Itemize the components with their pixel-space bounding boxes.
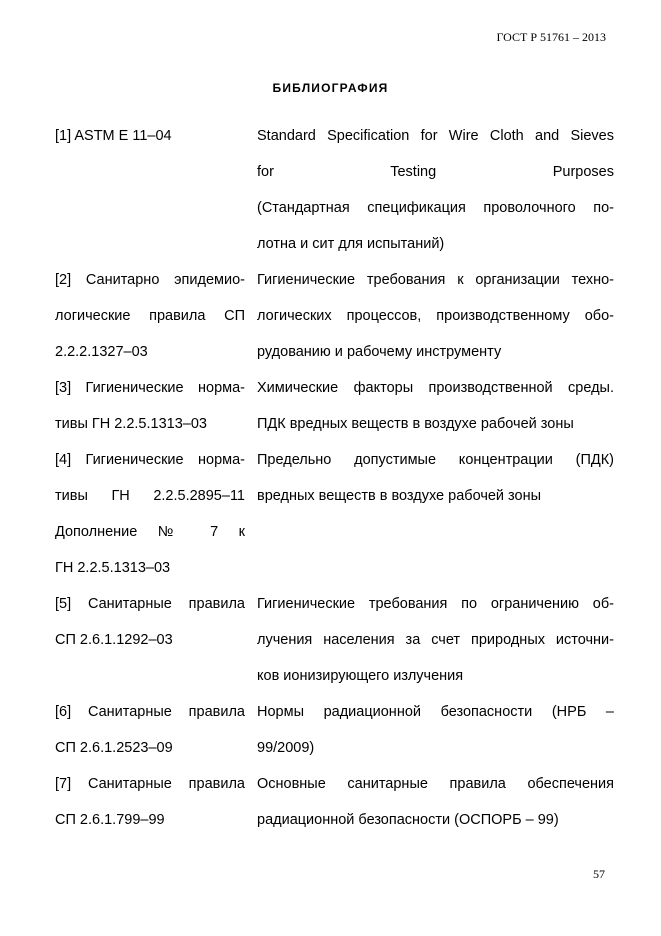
entry-description xyxy=(257,118,614,262)
description-line: лотна и сит для испытаний) xyxy=(257,236,445,252)
reference-line: [4] Гигиенические норма- xyxy=(55,452,245,468)
description-line: вредных веществ в воздухе рабочей зоны xyxy=(257,488,542,504)
reference-line: ГН 2.2.5.1313–03 xyxy=(55,560,171,576)
bibliography-entry xyxy=(55,262,614,370)
page-number: 57 xyxy=(593,867,605,881)
entry-description xyxy=(257,586,614,694)
entry-reference xyxy=(55,586,245,694)
reference-line: СП 2.6.1.2523–09 xyxy=(55,740,173,756)
description-line: Предельно допустимые концентрации (ПДК) xyxy=(257,452,614,468)
reference-line: 2.2.2.1327–03 xyxy=(55,344,148,360)
description-line: Гигиенические требования к организации техно- xyxy=(257,272,614,288)
description-line: (Стандартная спецификация проволочного по- xyxy=(257,200,614,216)
description-line: ков ионизирующего излучения xyxy=(257,668,464,684)
reference-line: [1] ASTM E 11–04 xyxy=(55,128,172,144)
entry-description xyxy=(257,442,614,586)
reference-line: тивы ГН 2.2.5.2895–11 xyxy=(55,488,245,504)
description-line: Химические факторы производственной среды. xyxy=(257,380,614,396)
entry-description xyxy=(257,766,614,838)
bibliography-entry xyxy=(55,118,614,262)
reference-line: [7] Санитарные правила xyxy=(55,776,245,792)
entry-reference xyxy=(55,694,245,766)
description-line: for Testing Purposes xyxy=(257,164,614,180)
description-line: Гигиенические требования по ограничению об- xyxy=(257,596,614,612)
entry-reference xyxy=(55,766,245,838)
bibliography-entry xyxy=(55,694,614,766)
description-line: логических процессов, производственному обо- xyxy=(257,308,614,324)
reference-line: Дополнение № 7 к xyxy=(55,524,245,540)
description-line: Основные санитарные правила обеспечения xyxy=(257,776,614,792)
reference-line: [2] Санитарно эпидемио- xyxy=(55,272,245,288)
reference-line: тивы ГН 2.2.5.1313–03 xyxy=(55,416,207,432)
description-line: Standard Specification for Wire Cloth and Sieves xyxy=(257,128,614,144)
description-line: радиационной безопасности (ОСПОРБ – 99) xyxy=(257,812,559,828)
description-line: лучения населения за счет природных источни- xyxy=(257,632,614,648)
reference-line: [3] Гигиенические норма- xyxy=(55,380,245,396)
entry-reference xyxy=(55,442,245,586)
bibliography-list xyxy=(55,118,614,838)
bibliography-entry xyxy=(55,586,614,694)
entry-description xyxy=(257,262,614,370)
reference-line: СП 2.6.1.1292–03 xyxy=(55,632,173,648)
document-header: ГОСТ Р 51761 – 2013 xyxy=(496,30,606,44)
entry-reference xyxy=(55,370,245,442)
entry-reference xyxy=(55,262,245,370)
entry-description xyxy=(257,694,614,766)
reference-line: СП 2.6.1.799–99 xyxy=(55,812,165,828)
entry-reference xyxy=(55,118,245,262)
description-line: Нормы радиационной безопасности (НРБ – xyxy=(257,704,614,720)
description-line: рудованию и рабочему инструменту xyxy=(257,344,502,360)
entry-description xyxy=(257,370,614,442)
description-line: 99/2009) xyxy=(257,740,315,756)
reference-line: [5] Санитарные правила xyxy=(55,596,245,612)
reference-line: логические правила СП xyxy=(55,308,245,324)
page-title: БИБЛИОГРАФИЯ xyxy=(272,81,389,95)
bibliography-entry xyxy=(55,766,614,838)
reference-line: [6] Санитарные правила xyxy=(55,704,245,720)
description-line: ПДК вредных веществ в воздухе рабочей зоны xyxy=(257,416,574,432)
bibliography-entry xyxy=(55,442,614,586)
bibliography-entry xyxy=(55,370,614,442)
